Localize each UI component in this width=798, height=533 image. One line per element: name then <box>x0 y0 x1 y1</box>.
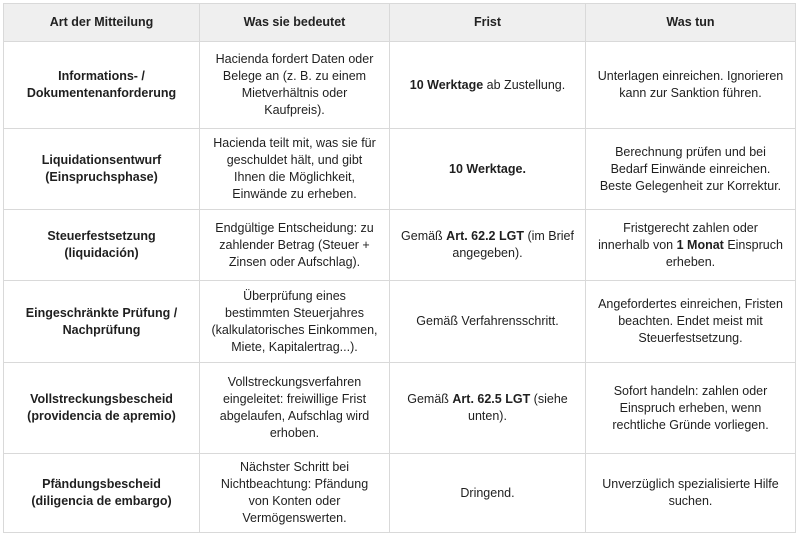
deadline-cell <box>390 210 586 281</box>
action-cell <box>586 454 796 533</box>
action-text: Einspruch erheben. <box>665 237 783 269</box>
deadline-text: Gemäß <box>401 229 447 243</box>
action-text: Unterlagen einreichen. Ignorieren kann zur Sanktion führen. <box>597 69 784 100</box>
meaning-cell: Hacienda teilt mit, was sie für geschuldet hält, und gibt Ihnen die Möglichkeit, Einwände zu erheben. <box>200 129 390 210</box>
action-text: Fristgerecht zahlen oder innerhalb von <box>598 220 758 252</box>
header-type: Art der Mitteilung <box>4 4 200 42</box>
deadline-cell <box>390 454 586 533</box>
deadline-cell <box>390 281 586 363</box>
deadline-emphasis: 10 Werktage. <box>449 161 526 176</box>
notice-type-cell: Pfändungsbescheid (diligencia de embargo) <box>4 454 200 533</box>
notice-type-cell: Liquidationsentwurf (Einspruchsphase) <box>4 129 200 210</box>
notice-type-cell: Eingeschränkte Prüfung / Nachprüfung <box>4 281 200 363</box>
action-cell <box>586 129 796 210</box>
header-action: Was tun <box>586 4 796 42</box>
action-text: Sofort handeln: zahlen oder Einspruch erheben, wenn rechtliche Gründe vorliegen. <box>612 383 769 432</box>
deadline-cell <box>390 363 586 454</box>
meaning-cell: Hacienda fordert Daten oder Belege an (z. B. zu einem Mietverhältnis oder Kaufpreis). <box>200 42 390 129</box>
header-deadline: Frist <box>390 4 586 42</box>
deadline-emphasis: 10 Werktage <box>409 77 484 92</box>
header-meaning: Was sie bedeutet <box>200 4 390 42</box>
action-text: Berechnung prüfen und bei Bedarf Einwände einreichen. Beste Gelegenheit zur Korrektur. <box>599 144 782 193</box>
notice-type-cell: Steuerfestsetzung (liquidación) <box>4 210 200 281</box>
action-emphasis: 1 Monat <box>676 237 724 252</box>
table-row <box>4 210 796 281</box>
action-cell <box>586 281 796 363</box>
notice-table <box>3 3 796 533</box>
meaning-cell: Endgültige Entscheidung: zu zahlender Betrag (Steuer + Zinsen oder Aufschlag). <box>200 210 390 281</box>
action-cell <box>586 42 796 129</box>
table-row <box>4 129 796 210</box>
deadline-emphasis: Art. 62.2 LGT <box>446 229 524 243</box>
deadline-emphasis: Art. 62.5 LGT <box>452 392 531 406</box>
deadline-cell <box>390 42 586 129</box>
notice-table-container <box>3 3 795 533</box>
deadline-cell <box>390 129 586 210</box>
deadline-text: Gemäß <box>407 392 453 406</box>
action-text: Angefordertes einreichen, Fristen beachten. Endet meist mit Steuerfestsetzung. <box>598 297 783 345</box>
meaning-cell: Nächster Schritt bei Nichtbeachtung: Pfändung von Konten oder Vermögenswerten. <box>200 454 390 533</box>
deadline-text: ab Zustellung. <box>483 77 566 92</box>
header-row <box>4 4 796 42</box>
meaning-cell: Vollstreckungsverfahren eingeleitet: freiwillige Frist abgelaufen, Aufschlag wird erhoben. <box>200 363 390 454</box>
table-row <box>4 281 796 363</box>
deadline-text: Dringend. <box>460 485 515 500</box>
action-cell <box>586 363 796 454</box>
table-row <box>4 454 796 533</box>
deadline-text: Gemäß Verfahrensschritt. <box>416 314 559 328</box>
meaning-cell: Überprüfung eines bestimmten Steuerjahres (kalkulatorisches Einkommen, Miete, Kapitalertrag...). <box>200 281 390 363</box>
notice-type-cell: Vollstreckungsbescheid (providencia de apremio) <box>4 363 200 454</box>
deadline-text: (im Brief angegeben). <box>452 229 574 260</box>
table-row <box>4 42 796 129</box>
notice-type-cell: Informations- / Dokumentenanforderung <box>4 42 200 129</box>
action-text: Unverzüglich spezialisierte Hilfe suchen. <box>602 477 779 508</box>
deadline-text: (siehe unten). <box>468 392 568 423</box>
action-cell <box>586 210 796 281</box>
table-row <box>4 363 796 454</box>
